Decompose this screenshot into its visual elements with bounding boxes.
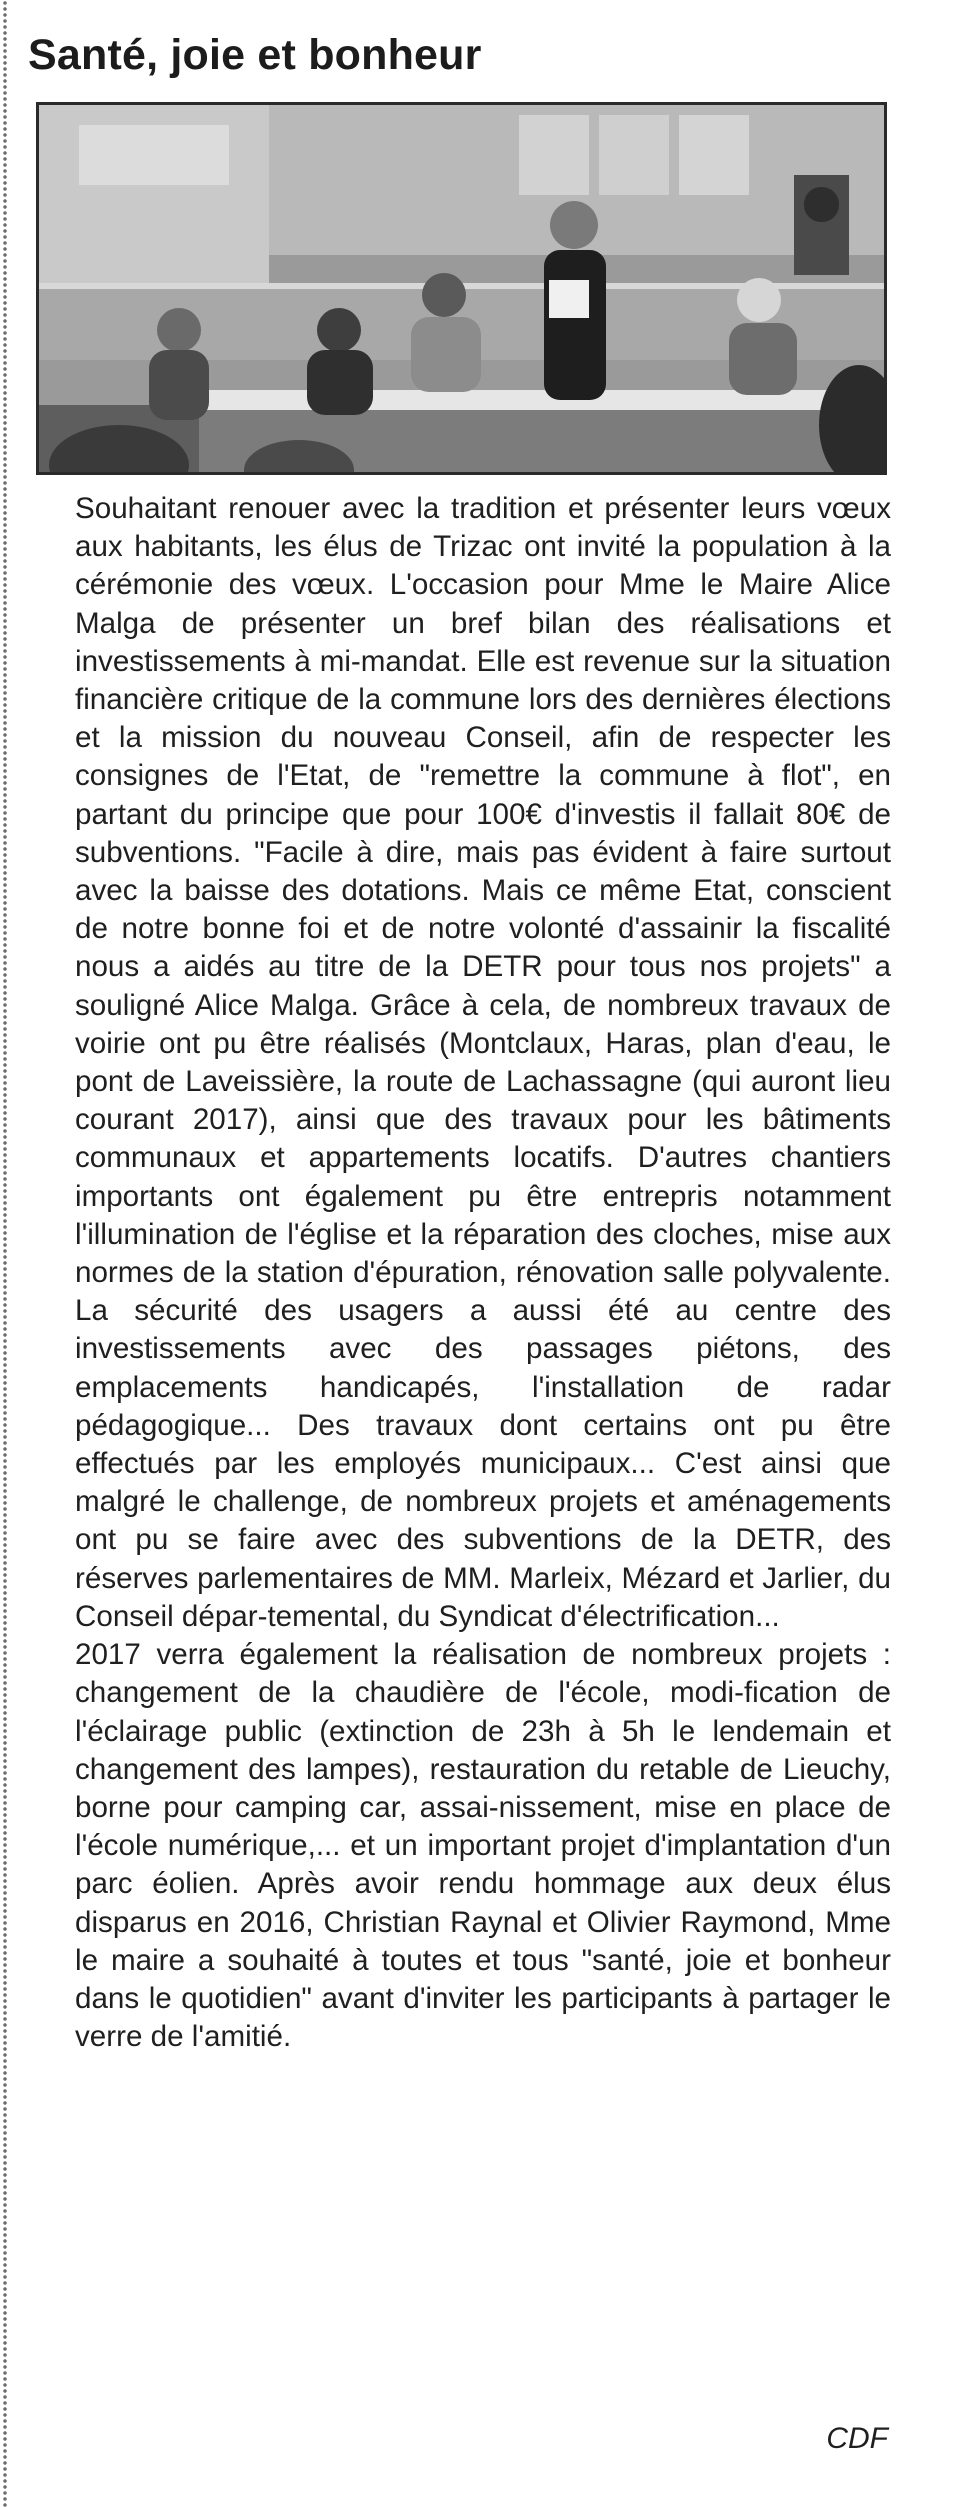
article-body xyxy=(75,490,891,2056)
dotted-column-rule xyxy=(2,0,8,2507)
author-signature: CDF xyxy=(826,2422,888,2455)
article-paragraph-1: Souhaitant renouer avec la tradition et présenter leurs vœux aux habitants, les élus de Trizac ont invité la population à la cérémonie des vœux. L'occasion pour Mme le Maire Alice Malga de présenter un bref bilan des réalisations et investissements à mi-mandat. Elle est revenue sur la situation financière critique de la commune lors des dernières élections et la mission du nouveau Conseil, afin de respecter les consignes de l'Etat, de "remettre la commune à flot", en partant du principe que pour 100€ d'investis il fallait 80€ de subventions. "Facile à dire, mais pas évident à faire surtout avec la baisse des dotations. Mais ce même Etat, conscient de notre bonne foi et de notre volonté d'assainir la fiscalité nous a aidés au titre de la DETR pour tous nos projets" a souligné Alice Malga. Grâce à cela, de nombreux travaux de voirie ont pu être réalisés (Montclaux, Haras, plan d'eau, le pont de Laveissière, la route de Lachassagne (qui auront lieu courant 2017), ainsi que des travaux pour les bâtiments communaux et appartements locatifs. D'autres chantiers importants ont également pu être entrepris notamment l'illumination de l'église et la réparation des cloches, mise aux normes de la station d'épuration, rénovation salle polyvalente. La sécurité des usagers a aussi été au centre des investissements avec des passages piétons, des emplacements handicapés, l'installation de radar pédagogique... Des travaux dont certains ont pu être effectués par les employés municipaux... C'est ainsi que malgré le challenge, de nombreux projets et aménagements ont pu se faire avec des subventions de la DETR, des réserves parlementaires de MM. Marleix, Mézard et Jarlier, du Conseil dépar-temental, du Syndicat d'électrification... xyxy=(75,492,891,1633)
article-headline: Santé, joie et bonheur xyxy=(28,31,482,79)
event-photo xyxy=(36,102,887,475)
article-paragraph-2: 2017 verra également la réalisation de nombreux projets : changement de la chaudière de l'école, modi-fication de l'éclairage public (extinction de 23h à 5h le lendemain et changement des lampes), restauration du retable de Lieuchy, borne pour camping car, assai-nissement, mise en place de l'école numérique,... et un important projet d'implantation d'un parc éolien. Après avoir rendu hommage aux deux élus disparus en 2016, Christian Raynal et Olivier Raymond, Mme le maire a souhaité à toutes et tous "santé, joie et bonheur dans le quotidien" avant d'inviter les participants à partager le verre de l'amitié. xyxy=(75,1638,891,2054)
